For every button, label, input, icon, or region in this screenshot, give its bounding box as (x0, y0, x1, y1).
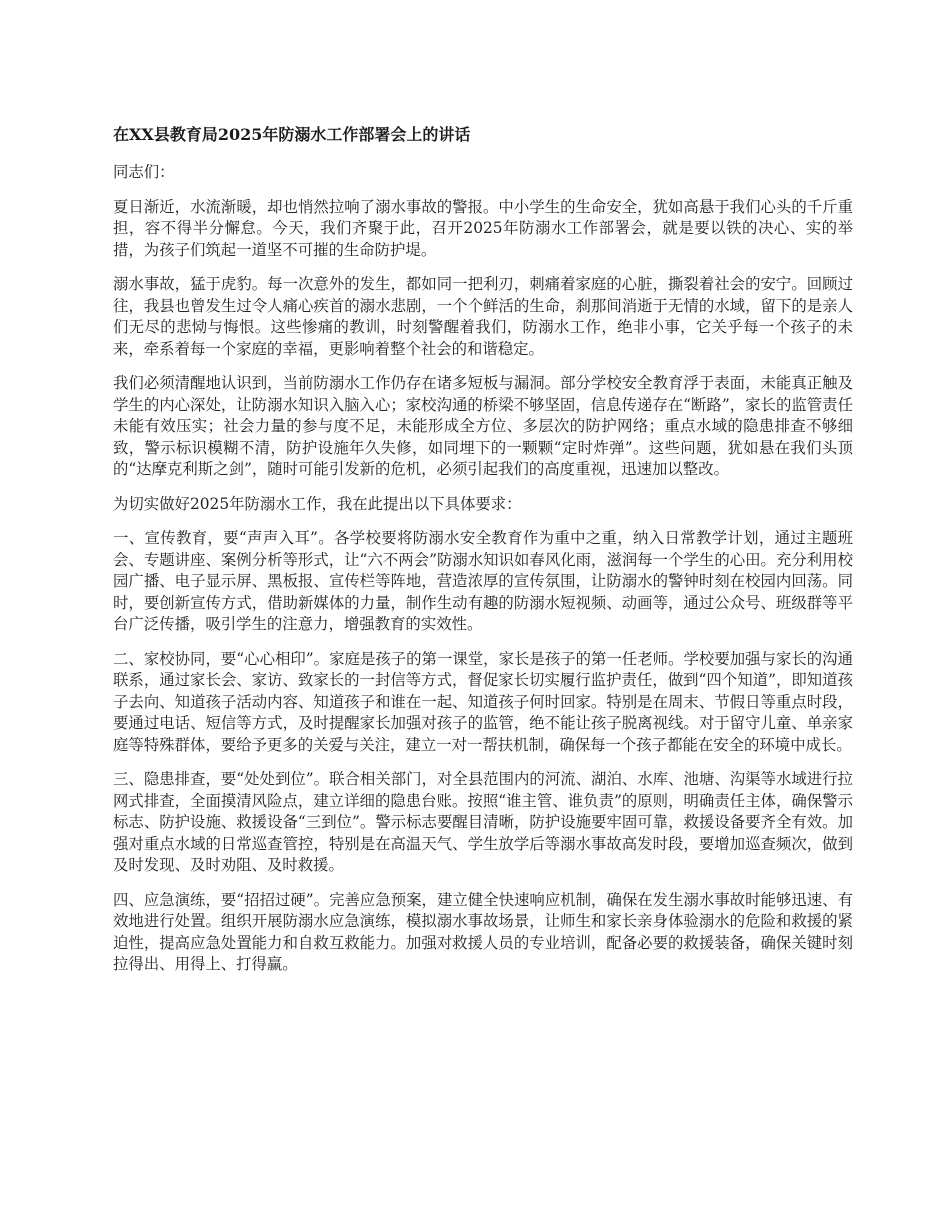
paragraph-requirement-2: 二、家校协同，要“心心相印”。家庭是孩子的第一课堂，家长是孩子的第一任老师。学校要加强与家长的沟通联系，通过家长会、家访、致家长的一封信等方式，督促家长切实履行监护责任，做到“四个知道”，即知道孩子去向、知道孩子活动内容、知道孩子和谁在一起、知道孩子何时回家。特别是在周末、节假日等重点时段，要通过电话、短信等方式，及时提醒家长加强对孩子的监管，绝不能让孩子脱离视线。对于留守儿童、单亲家庭等特殊群体，要给予更多的关爱与关注，建立一对一帮扶机制，确保每一个孩子都能在安全的环境中成长。 (113, 649, 853, 754)
paragraph-requirement-4: 四、应急演练，要“招招过硬”。完善应急预案，建立健全快速响应机制，确保在发生溺水事故时能够迅速、有效地进行处置。组织开展防溺水应急演练，模拟溺水事故场景，让师生和家长亲身体验溺水的危险和救援的紧迫性，提高应急处置能力和自救互救能力。加强对救援人员的专业培训，配备必要的救援装备，确保关键时刻拉得出、用得上、打得赢。 (113, 890, 853, 973)
paragraph-problems: 我们必须清醒地认识到，当前防溺水工作仍存在诸多短板与漏洞。部分学校安全教育浮于表面，未能真正触及学生的内心深处，让防溺水知识入脑入心；家校沟通的桥梁不够坚固，信息传递存在“断路”，家长的监管责任未能有效压实；社会力量的参与度不足，未能形成全方位、多层次的防护网络；重点水域的隐患排查不够细致，警示标识模糊不清，防护设施年久失修，如同埋下的一颗颗“定时炸弹”。这些问题，犹如悬在我们头顶的“达摩克利斯之剑”，随时可能引发新的危机，必须引起我们的高度重视，迅速加以整改。 (113, 374, 853, 478)
document-title: 在XX县教育局2025年防溺水工作部署会上的讲话 (113, 125, 471, 144)
paragraph-requirements-lead: 为切实做好2025年防溺水工作，我在此提出以下具体要求： (113, 494, 522, 513)
paragraph-intro: 夏日渐近，水流渐暖，却也悄然拉响了溺水事故的警报。中小学生的生命安全，犹如高悬于我们心头的千斤重担，容不得半分懈怠。今天，我们齐聚于此，召开2025年防溺水工作部署会，就是要以铁的决心、实的举措，为孩子们筑起一道坚不可摧的生命防护堤。 (113, 197, 853, 259)
paragraph-requirement-3: 三、隐患排查，要“处处到位”。联合相关部门，对全县范围内的河流、湖泊、水库、池塘、沟渠等水域进行拉网式排查，全面摸清风险点，建立详细的隐患台账。按照“谁主管、谁负责”的原则，明确责任主体，确保警示标志、防护设施、救援设备“三到位”。警示标志要醒目清晰，防护设施要牢固可靠，救援设备要齐全有效。加强对重点水域的日常巡查管控，特别是在高温天气、学生放学后等溺水事故高发时段，要增加巡查频次，做到及时发现、及时劝阻、及时救援。 (113, 770, 853, 874)
paragraph-requirement-1: 一、宣传教育，要“声声入耳”。各学校要将防溺水安全教育作为重中之重，纳入日常教学计划，通过主题班会、专题讲座、案例分析等形式，让“六不两会”防溺水知识如春风化雨，滋润每一个学生的心田。充分利用校园广播、电子显示屏、黑板报、宣传栏等阵地，营造浓厚的宣传氛围，让防溺水的警钟时刻在校园内回荡。同时，要创新宣传方式，借助新媒体的力量，制作生动有趣的防溺水短视频、动画等，通过公众号、班级群等平台广泛传播，吸引学生的注意力，增强教育的实效性。 (113, 529, 853, 633)
greeting: 同志们： (113, 163, 175, 181)
paragraph-danger: 溺水事故，猛于虎豹。每一次意外的发生，都如同一把利刃，刺痛着家庭的心脏，撕裂着社会的安宁。回顾过往，我县也曾发生过令人痛心疾首的溺水悲剧，一个个鲜活的生命，刹那间消逝于无情的水域，留下的是亲人们无尽的悲恸与悔恨。这些惨痛的教训，时刻警醒着我们，防溺水工作，绝非小事，它关乎每一个孩子的未来，牵系着每一个家庭的幸福，更影响着整个社会的和谐稳定。 (113, 275, 853, 358)
document-body (113, 124, 853, 989)
